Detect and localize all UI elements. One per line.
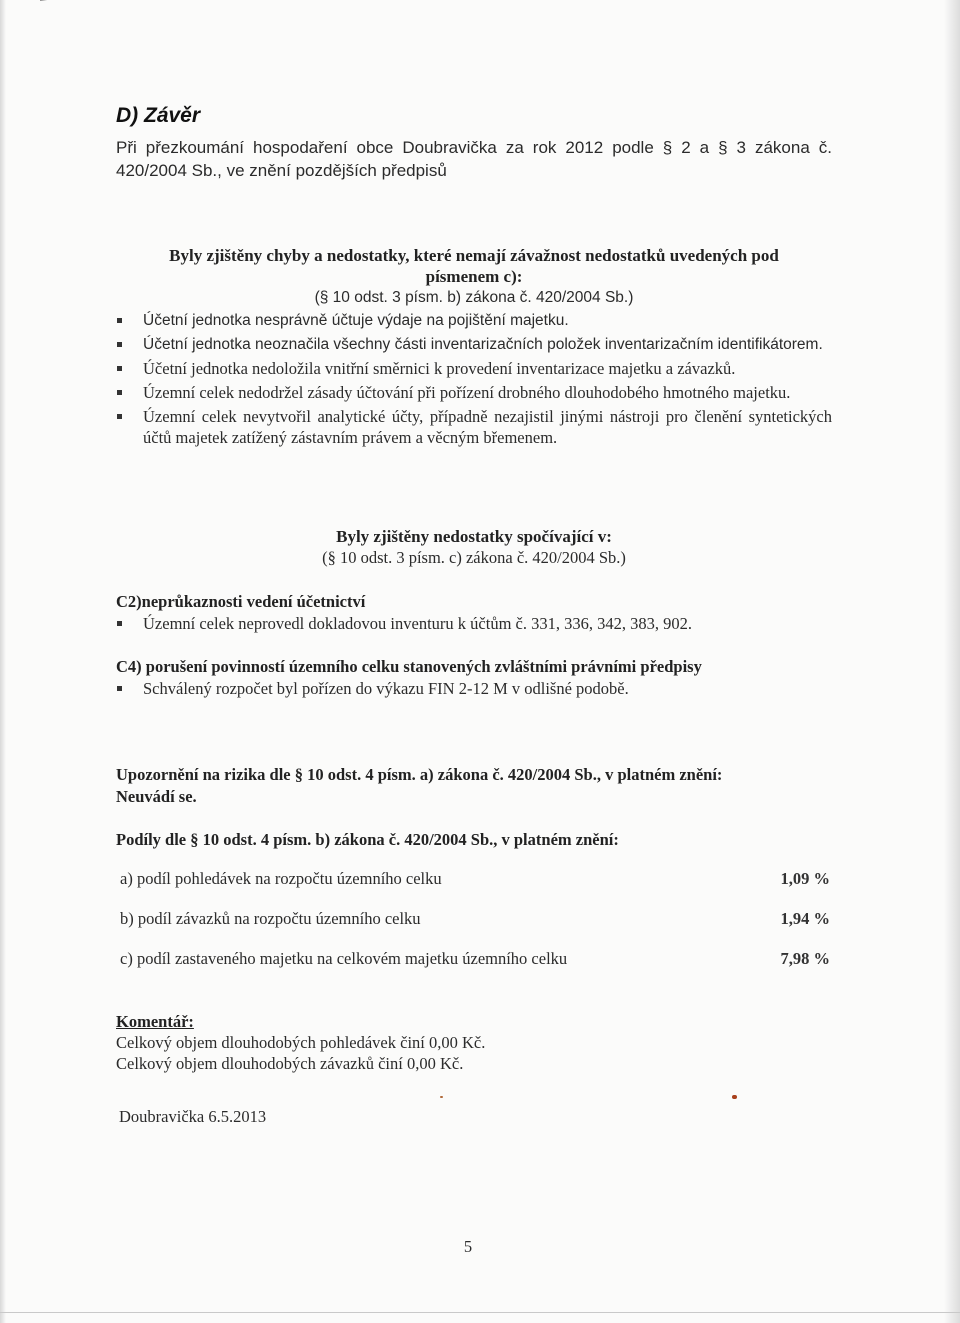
scan-speck xyxy=(440,1096,443,1098)
c4-title: C4) porušení povinností územního celku stanovených zvláštními právními předpisy xyxy=(116,657,702,676)
minor-findings-title-line1: Byly zjištěny chyby a nedostatky, které nemají závažnost nedostatků uvedených pod xyxy=(169,246,779,265)
minor-findings-title-line2: písmenem c): xyxy=(425,267,523,286)
minor-findings-subtitle: (§ 10 odst. 3 písm. b) zákona č. 420/2004 Sb.) xyxy=(314,289,634,306)
major-findings-title: Byly zjištěny nedostatky spočívající v: xyxy=(336,527,612,546)
minor-findings-title xyxy=(116,245,832,287)
intro-paragraph: Při přezkoumání hospodaření obce Doubravička za rok 2012 podle § 2 a § 3 zákona č. 420/2004 Sb., ve znění pozdějších předpisů xyxy=(116,138,832,180)
list-item: Účetní jednotka neoznačila všechny části inventarizačních položek inventarizačním identifikátorem. xyxy=(116,334,832,355)
share-row xyxy=(120,869,830,893)
scan-speck xyxy=(732,1095,737,1099)
list-item: Účetní jednotka nedoložila vnitřní směrnici k provedení inventarizace majetku a závazků. xyxy=(116,358,832,379)
share-label: a) podíl pohledávek na rozpočtu územního celku xyxy=(120,869,442,888)
scan-edge-left xyxy=(0,0,6,1323)
comment-title: Komentář: xyxy=(116,1012,194,1031)
share-value: 1,94 % xyxy=(780,909,830,928)
c2-title: C2)neprůkaznosti vedení účetnictví xyxy=(116,592,366,611)
list-item: Územní celek neprovedl dokladovou inventuru k účtům č. 331, 336, 342, 383, 902. xyxy=(116,613,832,634)
list-item: Územní celek nedodržel zásady účtování při pořízení drobného dlouhodobého hmotného majetku. xyxy=(116,382,832,403)
shares-title: Podíly dle § 10 odst. 4 písm. b) zákona č. 420/2004 Sb., v platném znění: xyxy=(116,830,619,849)
scan-edge-right xyxy=(944,0,960,1323)
comment-line: Celkový objem dlouhodobých závazků činí 0,00 Kč. xyxy=(116,1054,464,1073)
major-findings-subtitle: (§ 10 odst. 3 písm. c) zákona č. 420/2004 Sb.) xyxy=(322,548,626,567)
list-item: Územní celek nevytvořil analytické účty, případně nezajistil jinými nástroji pro členění syntetických účtů majetek zatížený zástavním právem a věcným břemenem. xyxy=(116,406,832,448)
scan-corner-mark xyxy=(40,0,92,2)
list-item: Schválený rozpočet byl pořízen do výkazu FIN 2-12 M v odlišné podobě. xyxy=(116,678,832,699)
share-label: b) podíl závazků na rozpočtu územního celku xyxy=(120,909,421,928)
risk-text: Neuvádí se. xyxy=(116,787,197,806)
place-date: Doubravička 6.5.2013 xyxy=(119,1107,267,1126)
share-label: c) podíl zastaveného majetku na celkovém majetku územního celku xyxy=(120,949,568,968)
list-item: Účetní jednotka nesprávně účtuje výdaje na pojištění majetku. xyxy=(116,310,832,331)
risk-section xyxy=(116,764,832,808)
share-row xyxy=(120,949,830,973)
share-value: 1,09 % xyxy=(780,869,830,888)
c2-list xyxy=(116,613,832,634)
comment-section xyxy=(116,1011,832,1074)
risk-title: Upozornění na rizika dle § 10 odst. 4 písm. a) zákona č. 420/2004 Sb., v platném znění: xyxy=(116,765,723,784)
share-row xyxy=(120,909,830,933)
share-value: 7,98 % xyxy=(780,949,830,968)
comment-line: Celkový objem dlouhodobých pohledávek činí 0,00 Kč. xyxy=(116,1033,486,1052)
minor-findings-list xyxy=(116,310,832,451)
section-heading: D) Závěr xyxy=(116,104,201,127)
c4-list xyxy=(116,678,832,699)
scan-bottom-edge xyxy=(0,1312,960,1313)
page-number: 5 xyxy=(463,1237,473,1256)
